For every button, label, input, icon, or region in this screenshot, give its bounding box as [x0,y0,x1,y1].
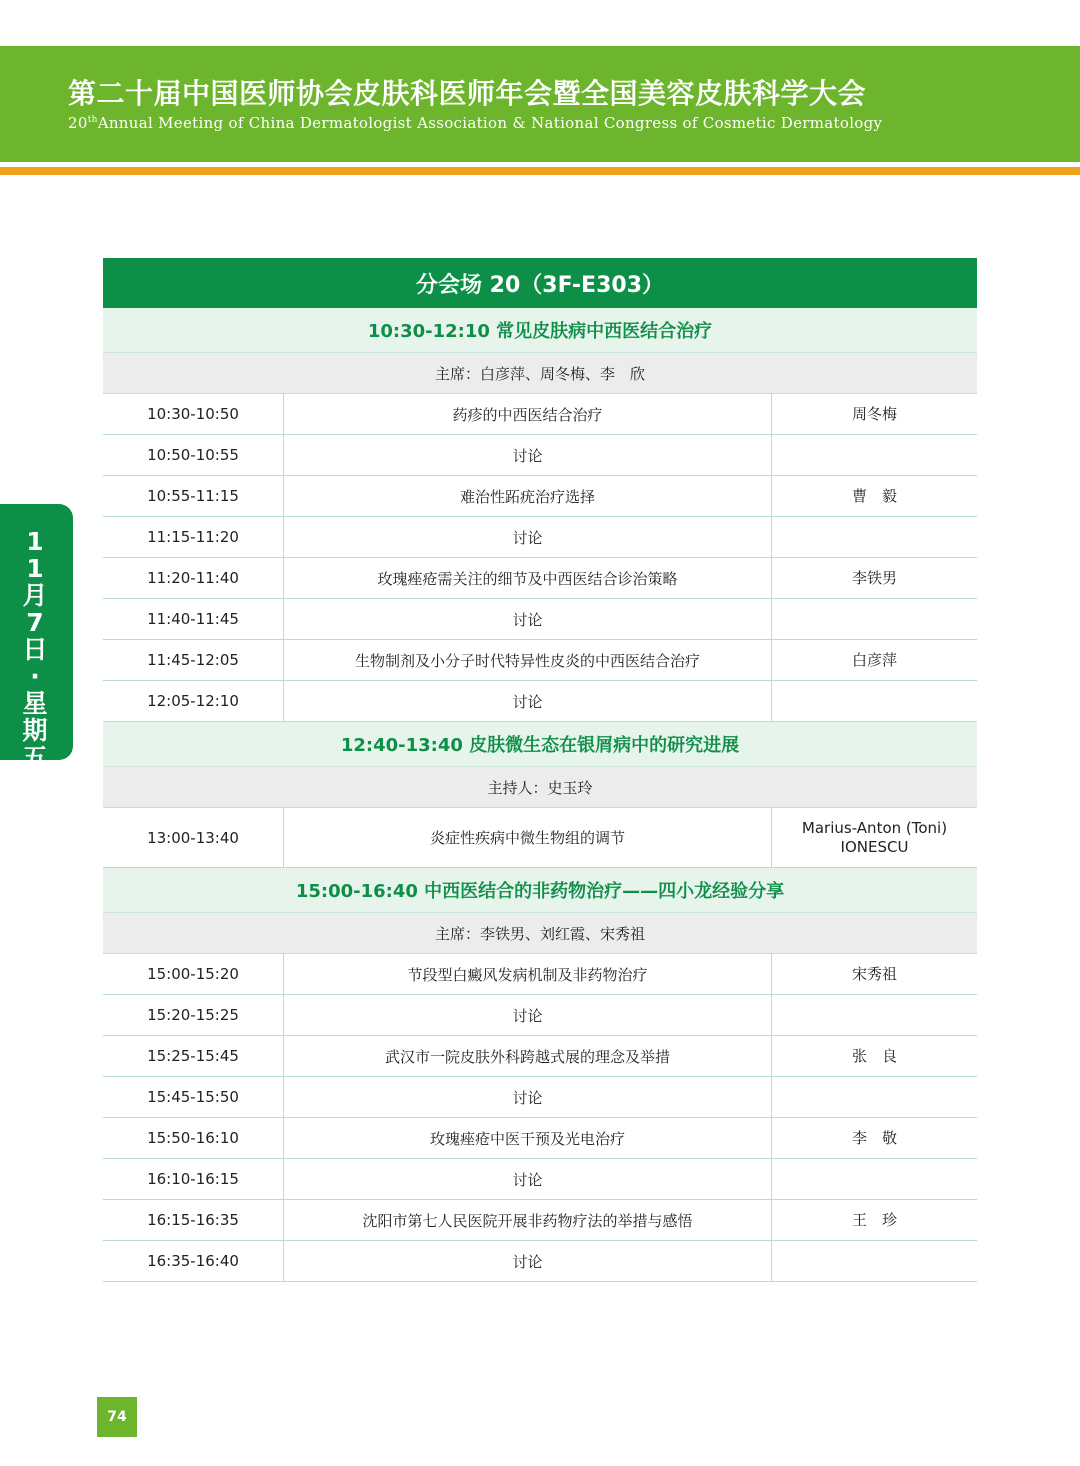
speaker-name: 白彦萍 [851,650,897,669]
speaker-name: 李 敬 [851,1128,897,1147]
topic-cell: 玫瑰痤疮中医干预及光电治疗 [283,1118,772,1158]
speaker-name: Marius-Anton (Toni) IONESCU [801,818,948,856]
time-cell: 15:25-15:45 [147,1047,239,1065]
topic-cell: 讨论 [283,995,772,1035]
time-cell: 10:55-11:15 [147,487,239,505]
speaker-cell [772,1159,977,1199]
speaker-cell [772,476,977,516]
speaker-cell [772,517,977,557]
topic-cell: 武汉市一院皮肤外科跨越式展的理念及举措 [283,1036,772,1076]
time-cell: 16:15-16:35 [147,1211,239,1229]
time-cell: 11:40-11:45 [147,610,239,628]
session-chair: 主席：白彦萍、周冬梅、李 欣 [103,353,977,394]
table-row [103,640,977,681]
table-row [103,1077,977,1118]
time-cell: 15:50-16:10 [147,1129,239,1147]
speaker-cell [772,1200,977,1240]
schedule-table [103,258,977,1282]
venue-header: 分会场 20（3F-E303） [103,258,977,308]
topic-cell: 讨论 [283,599,772,639]
topic-cell: 讨论 [283,1077,772,1117]
table-row [103,517,977,558]
conference-subtitle [68,114,882,132]
session-title: 15:00-16:40 中西医结合的非药物治疗——四小龙经验分享 [103,868,977,913]
header-accent-line [0,167,1080,175]
topic-cell: 讨论 [283,435,772,475]
time-cell: 11:20-11:40 [147,569,239,587]
table-row [103,1200,977,1241]
session-title: 10:30-12:10 常见皮肤病中西医结合治疗 [103,308,977,353]
sessions-container [103,308,977,1282]
topic-cell: 生物制剂及小分子时代特异性皮炎的中西医结合治疗 [283,640,772,680]
speaker-cell [772,599,977,639]
table-row [103,394,977,435]
table-row [103,681,977,722]
conference-title: 第二十届中国医师协会皮肤科医师年会暨全国美容皮肤科学大会 [68,77,867,110]
speaker-cell [772,995,977,1035]
speaker-cell [772,394,977,434]
time-cell: 11:45-12:05 [147,651,239,669]
subtitle-ordinal: 20 [68,114,88,132]
table-row [103,995,977,1036]
speaker-name: 李铁男 [851,568,897,587]
subtitle-text: Annual Meeting of China Dermatologist Association & National Congress of Cosmetic Dermatology [97,114,883,132]
speaker-name: 曹 毅 [851,486,897,505]
speaker-cell [772,1077,977,1117]
table-row [103,435,977,476]
topic-cell: 炎症性疾病中微生物组的调节 [283,808,772,867]
topic-cell: 沈阳市第七人民医院开展非药物疗法的举措与感悟 [283,1200,772,1240]
topic-cell: 难治性跖疣治疗选择 [283,476,772,516]
speaker-cell [772,640,977,680]
subtitle-ordinal-suffix: th [87,115,98,125]
speaker-name: 周冬梅 [851,404,897,423]
speaker-cell [772,558,977,598]
date-label: 11月7日·星期五 [22,527,48,772]
time-cell: 11:15-11:20 [147,528,239,546]
time-cell: 15:00-15:20 [147,965,239,983]
speaker-cell [772,808,977,867]
time-cell: 15:20-15:25 [147,1006,239,1024]
time-cell: 10:50-10:55 [147,446,239,464]
speaker-name: 张 良 [851,1046,897,1065]
table-row [103,1159,977,1200]
session-title: 12:40-13:40 皮肤微生态在银屑病中的研究进展 [103,722,977,767]
speaker-cell [772,1036,977,1076]
topic-cell: 讨论 [283,517,772,557]
speaker-cell [772,681,977,721]
topic-cell: 讨论 [283,681,772,721]
topic-cell: 药疹的中西医结合治疗 [283,394,772,434]
speaker-cell [772,954,977,994]
session-chair: 主持人：史玉玲 [103,767,977,808]
speaker-cell [772,435,977,475]
table-row [103,1036,977,1077]
table-row [103,599,977,640]
page-number: 74 [97,1397,137,1437]
topic-cell: 讨论 [283,1159,772,1199]
table-row [103,558,977,599]
topic-cell: 讨论 [283,1241,772,1281]
table-row [103,1118,977,1159]
speaker-cell [772,1118,977,1158]
table-row [103,1241,977,1282]
speaker-name: 宋秀祖 [851,964,897,983]
table-row [103,808,977,868]
time-cell: 16:10-16:15 [147,1170,239,1188]
time-cell: 15:45-15:50 [147,1088,239,1106]
time-cell: 13:00-13:40 [147,828,239,847]
time-cell: 12:05-12:10 [147,692,239,710]
topic-cell: 玫瑰痤疮需关注的细节及中西医结合诊治策略 [283,558,772,598]
session-chair: 主席：李铁男、刘红霞、宋秀祖 [103,913,977,954]
speaker-name: 王 珍 [851,1210,897,1229]
table-row [103,476,977,517]
table-row [103,954,977,995]
topic-cell: 节段型白癜风发病机制及非药物治疗 [283,954,772,994]
time-cell: 16:35-16:40 [147,1252,239,1270]
speaker-cell [772,1241,977,1281]
time-cell: 10:30-10:50 [147,405,239,423]
